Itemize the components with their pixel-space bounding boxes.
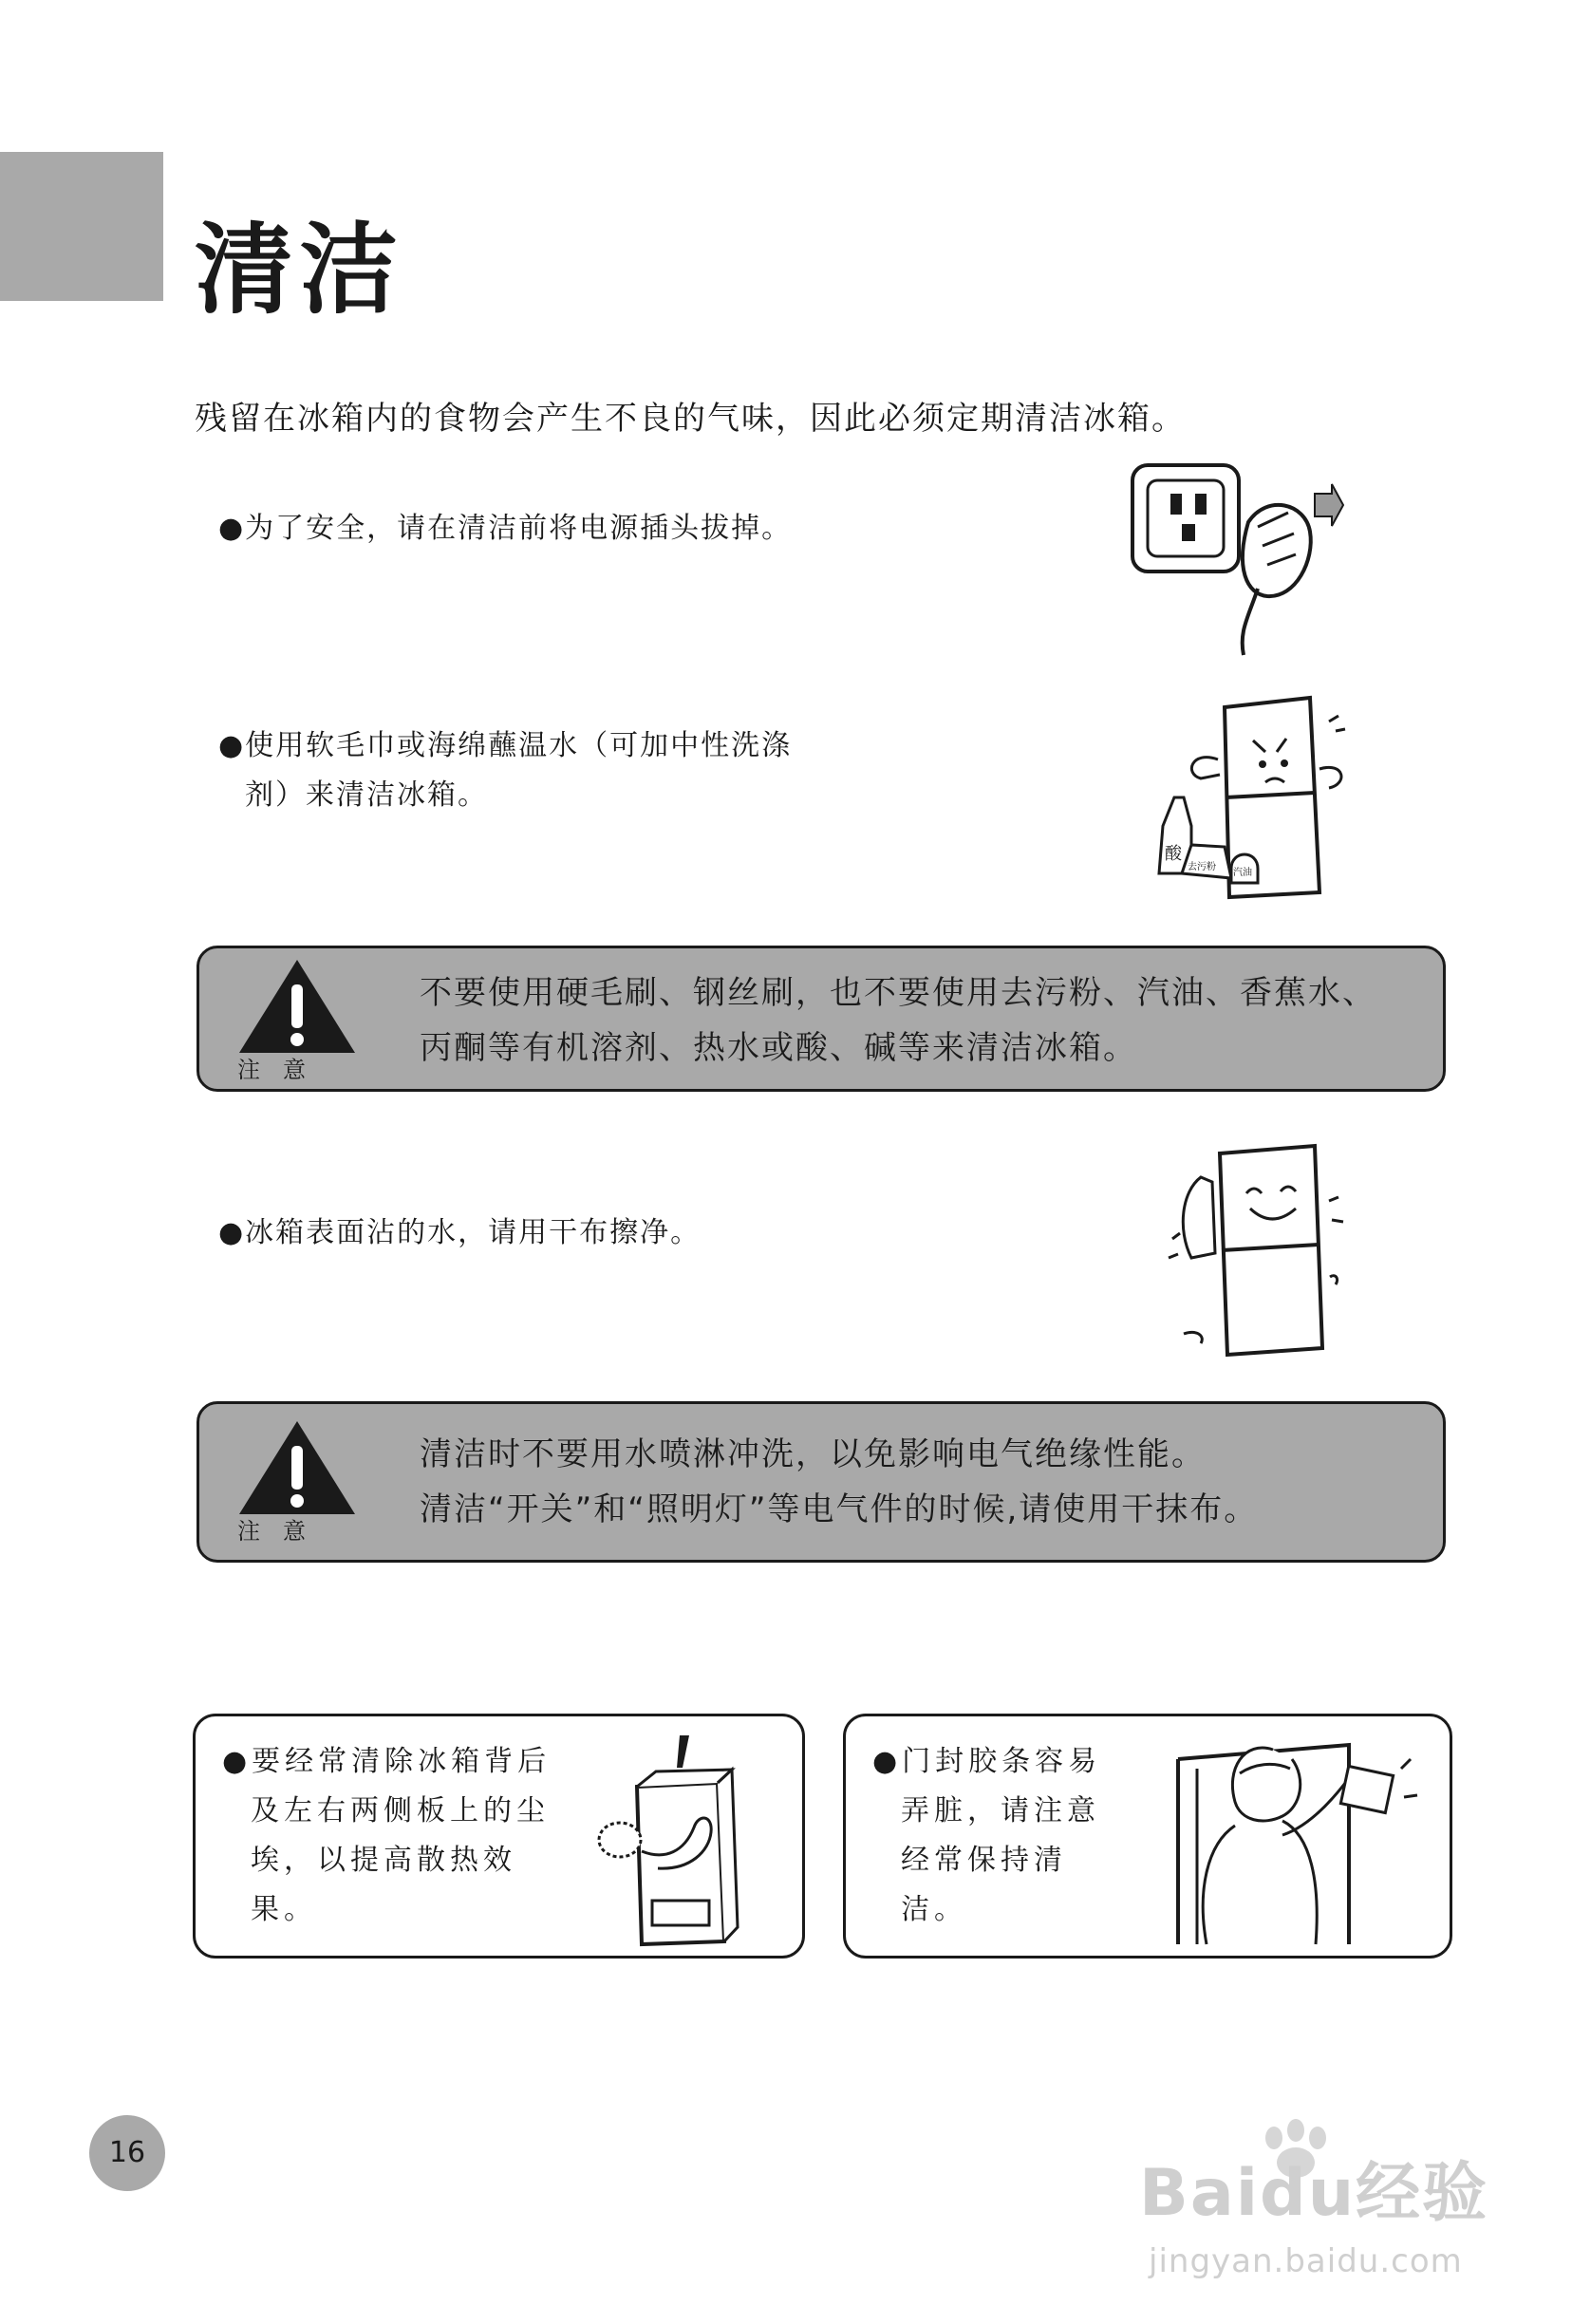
watermark-url: jingyan.baidu.com — [1149, 2242, 1463, 2280]
tip-line: 洁。 — [901, 1893, 967, 1926]
page-title: 清洁 — [195, 212, 404, 328]
smiling-fridge-illustration — [1163, 1134, 1353, 1362]
warning-triangle-icon — [235, 956, 359, 1083]
detergent-label: 去污粉 — [1188, 862, 1216, 872]
caution-line: 清洁时不要用水喷淋冲洗，以免影响电气绝缘性能。 — [420, 1435, 1206, 1473]
bullet-line: ●冰箱表面沾的水，请用干布擦净。 — [218, 1216, 702, 1249]
caution-line: 不要使用硬毛刷、钢丝刷，也不要使用去污粉、汽油、香蕉水、 — [420, 974, 1376, 1012]
caution-box-no-harsh-cleaners — [196, 946, 1446, 1092]
caution-line: 清洁“开关”和“照明灯”等电气件的时候,请使用干抹布。 — [420, 1490, 1259, 1528]
intro-text: 残留在冰箱内的食物会产生不良的气味，因此必须定期清洁冰箱。 — [195, 400, 1186, 438]
gasket-cleaning-illustration — [1169, 1731, 1439, 1949]
bullet-line: ●为了安全，请在清洁前将电源插头拔掉。 — [218, 512, 793, 545]
bullet-wipe-warm-water — [218, 722, 864, 820]
fridge-chemicals-illustration — [1125, 684, 1381, 911]
tip-line: ●门封胶条容易 — [872, 1745, 1102, 1778]
caution-line: 丙酮等有机溶剂、热水或酸、碱等来清洁冰箱。 — [420, 1029, 1137, 1067]
bullet-line: ●使用软毛巾或海绵蘸温水（可加中性洗涤 — [218, 729, 793, 762]
caution-text — [420, 965, 1414, 1076]
baidu-watermark — [1130, 2121, 1509, 2311]
watermark-brand: Baidu经验 — [1139, 2156, 1489, 2231]
caution-text — [420, 1427, 1414, 1537]
warning-triangle-icon — [235, 1417, 359, 1545]
tip-card-text — [222, 1737, 564, 1935]
caution-label: 注 意 — [237, 1057, 306, 1083]
bullet-line: 剂）来清洁冰箱。 — [245, 778, 488, 812]
unplug-illustration — [1115, 456, 1343, 655]
tip-card-rear-dust — [193, 1714, 805, 1959]
bullet-unplug — [218, 504, 792, 553]
tip-line: 埃，以提高散热效果。 — [251, 1844, 516, 1926]
arrow-right-icon — [1315, 484, 1343, 526]
tip-card-door-gasket — [843, 1714, 1452, 1959]
tip-line: ●要经常清除冰箱背后 — [222, 1745, 552, 1778]
tip-line: 及左右两侧板上的尘 — [251, 1794, 550, 1827]
acid-label: 酸 — [1165, 844, 1182, 864]
page-number: 16 — [89, 2115, 165, 2191]
gasoline-label: 汽油 — [1233, 868, 1252, 878]
caution-box-no-water-spray — [196, 1401, 1446, 1563]
tip-line: 经常保持清 — [901, 1844, 1067, 1877]
section-tab-block — [0, 152, 163, 301]
tip-line: 弄脏，请注意 — [901, 1794, 1100, 1827]
caution-label: 注 意 — [237, 1518, 306, 1545]
fridge-dust-illustration — [599, 1728, 779, 1948]
tip-card-text — [872, 1737, 1148, 1935]
bullet-dry-surface-water — [218, 1209, 701, 1258]
